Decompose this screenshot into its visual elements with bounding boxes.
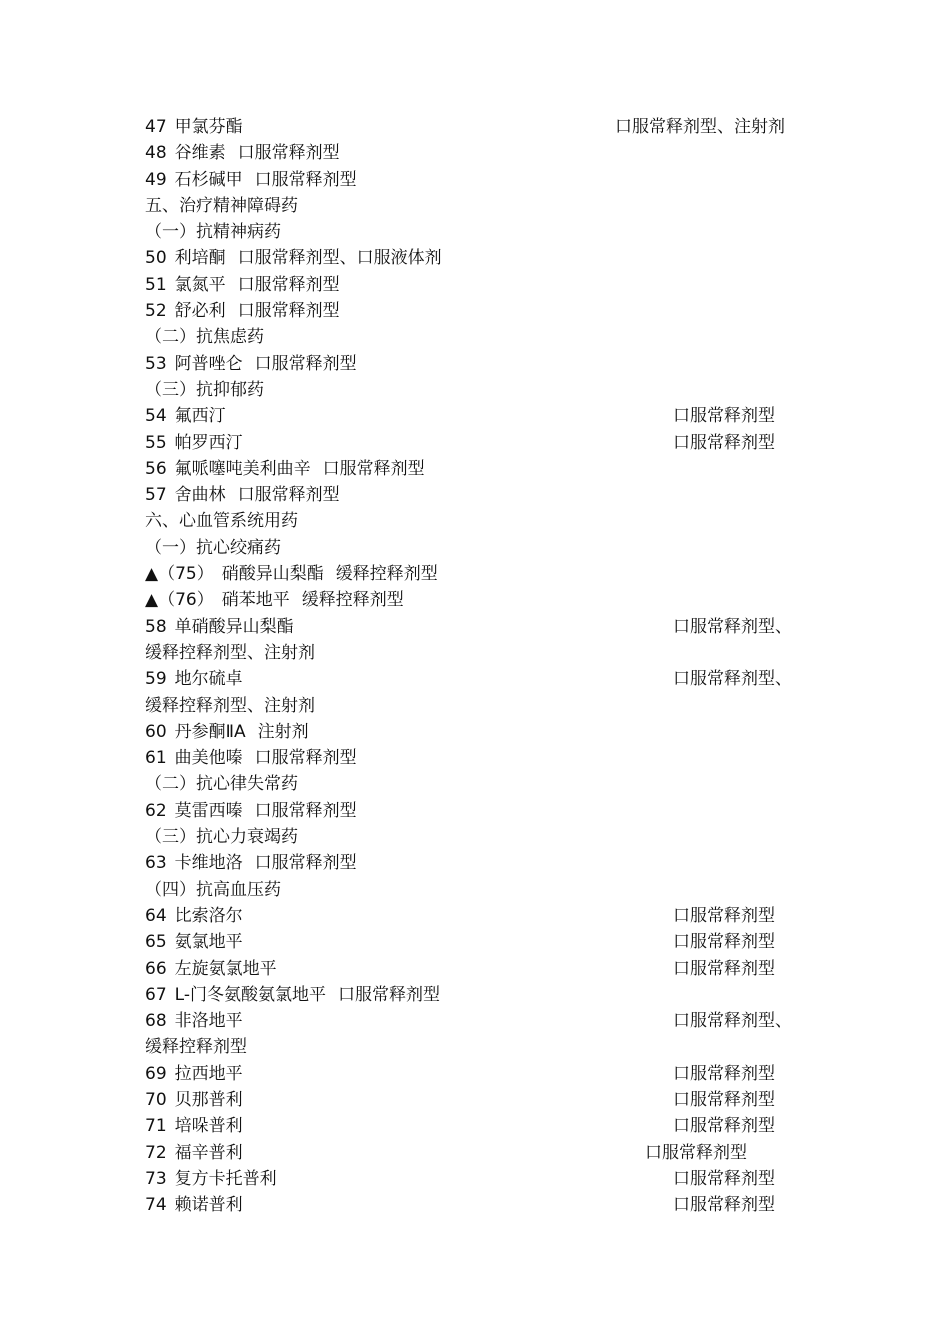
- drug-name: 左旋氨氯地平: [174, 958, 277, 979]
- drug-name: 复方卡托普利: [174, 1168, 277, 1189]
- section-heading: [145, 377, 815, 403]
- drug-entry: [145, 903, 815, 929]
- drug-number: 47: [145, 117, 167, 137]
- section-heading: [145, 508, 815, 534]
- drug-entry: [145, 745, 815, 771]
- dosage-form-right: 口服常释剂型: [673, 1168, 775, 1189]
- drug-number: 58: [145, 616, 167, 637]
- drug-number: ▲（75）: [145, 564, 214, 585]
- dosage-form: 口服常释剂型: [254, 853, 357, 874]
- dosage-form: 口服常释剂型: [254, 800, 357, 821]
- drug-number: 61: [145, 748, 167, 769]
- drug-entry: [145, 272, 815, 298]
- dosage-form-right: 口服常释剂型: [673, 1195, 775, 1216]
- dosage-form-right: 口服常释剂型: [645, 1142, 747, 1163]
- drug-name: 石杉碱甲: [174, 169, 243, 190]
- dosage-form-right: 口服常释剂型: [673, 406, 775, 427]
- dosage-form-right: 口服常释剂型: [673, 958, 775, 979]
- drug-entry: [145, 1140, 815, 1166]
- drug-entry: [145, 140, 815, 166]
- section-heading: [145, 1034, 815, 1060]
- drug-entry: [145, 666, 815, 692]
- drug-number: 74: [145, 1195, 167, 1216]
- drug-name: 地尔硫卓: [174, 669, 243, 690]
- heading-text: 五、治疗精神障碍药: [145, 195, 298, 216]
- section-heading: [145, 771, 815, 797]
- drug-number: 62: [145, 800, 167, 821]
- drug-entry: [145, 956, 815, 982]
- drug-entry: [145, 719, 815, 745]
- dosage-form-right: 口服常释剂型、: [673, 616, 792, 637]
- dosage-form: 缓释控释剂型: [335, 564, 438, 585]
- drug-entry: [145, 482, 815, 508]
- drug-name: 赖诺普利: [174, 1195, 243, 1216]
- dosage-form: 注射剂: [257, 721, 309, 742]
- heading-text: （一）抗心绞痛药: [145, 537, 281, 558]
- drug-entry: [145, 298, 815, 324]
- section-heading: [145, 693, 815, 719]
- drug-name: 比索洛尔: [174, 905, 243, 926]
- dosage-form: 口服常释剂型: [254, 169, 357, 190]
- dosage-form-right: 口服常释剂型: [673, 905, 775, 926]
- drug-number: 68: [145, 1011, 167, 1032]
- dosage-form-right: 口服常释剂型: [673, 1116, 775, 1137]
- heading-text: （一）抗精神病药: [145, 222, 281, 243]
- drug-entry: [145, 587, 815, 613]
- dosage-form-right: 口服常释剂型、注射剂: [615, 117, 785, 137]
- drug-name: 培哚普利: [174, 1116, 243, 1137]
- drug-name: 谷维素: [174, 143, 226, 164]
- section-heading: [145, 324, 815, 350]
- drug-name: 舍曲林: [174, 485, 226, 506]
- drug-name: 贝那普利: [174, 1089, 243, 1110]
- drug-entry: [145, 982, 815, 1008]
- heading-text: 六、心血管系统用药: [145, 511, 298, 532]
- drug-entry: [145, 1192, 815, 1218]
- drug-name: 拉西地平: [174, 1063, 243, 1084]
- drug-entry: [145, 1061, 815, 1087]
- heading-text: （三）抗抑郁药: [145, 379, 264, 400]
- drug-number: 64: [145, 905, 167, 926]
- drug-entry: [145, 114, 815, 140]
- dosage-form: 口服常释剂型、口服液体剂: [237, 248, 442, 269]
- drug-number: 50: [145, 248, 167, 269]
- drug-number: 63: [145, 853, 167, 874]
- drug-name: 曲美他嗪: [174, 748, 243, 769]
- drug-entry: [145, 245, 815, 271]
- drug-name: 阿普唑仑: [174, 353, 243, 374]
- drug-name: 氯氮平: [174, 274, 226, 295]
- drug-number: 55: [145, 432, 167, 453]
- dosage-form-right: 口服常释剂型、: [673, 1011, 792, 1032]
- dosage-form: 口服常释剂型: [254, 748, 357, 769]
- drug-number: 52: [145, 301, 167, 322]
- drug-name: 单硝酸异山梨酯: [174, 616, 294, 637]
- drug-entry: [145, 456, 815, 482]
- drug-name: 莫雷西嗪: [174, 800, 243, 821]
- dosage-form: 口服常释剂型: [237, 274, 340, 295]
- drug-number: 67: [145, 984, 167, 1005]
- section-heading: [145, 193, 815, 219]
- drug-name: 帕罗西汀: [174, 432, 243, 453]
- drug-name: 福辛普利: [174, 1142, 243, 1163]
- heading-text: 缓释控释剂型: [145, 1037, 247, 1058]
- drug-name: 氨氯地平: [174, 932, 243, 953]
- drug-entry: [145, 1008, 815, 1034]
- dosage-form-right: 口服常释剂型: [673, 1063, 775, 1084]
- drug-entry: [145, 561, 815, 587]
- drug-name: 舒必利: [174, 301, 226, 322]
- section-heading: [145, 877, 815, 903]
- drug-number: 48: [145, 143, 167, 164]
- drug-number: 49: [145, 169, 167, 190]
- drug-entry: [145, 1166, 815, 1192]
- drug-number: 54: [145, 406, 167, 427]
- drug-number: 73: [145, 1168, 167, 1189]
- section-heading: [145, 219, 815, 245]
- document-body: [145, 114, 815, 1218]
- drug-number: 59: [145, 669, 167, 690]
- dosage-form: 缓释控释剂型: [301, 590, 404, 611]
- drug-entry: [145, 1087, 815, 1113]
- section-heading: [145, 535, 815, 561]
- drug-entry: [145, 798, 815, 824]
- drug-number: 69: [145, 1063, 167, 1084]
- drug-number: 53: [145, 353, 167, 374]
- dosage-form: 口服常释剂型: [237, 301, 340, 322]
- drug-name: 氟西汀: [174, 406, 226, 427]
- drug-number: 66: [145, 958, 167, 979]
- drug-name: 甲氯芬酯: [174, 117, 243, 137]
- dosage-form: 口服常释剂型: [337, 984, 440, 1005]
- heading-text: 缓释控释剂型、注射剂: [145, 695, 315, 716]
- drug-name: 卡维地洛: [174, 853, 243, 874]
- heading-text: （二）抗焦虑药: [145, 327, 264, 348]
- dosage-form: 口服常释剂型: [237, 485, 340, 506]
- drug-entry: [145, 167, 815, 193]
- heading-text: （二）抗心律失常药: [145, 774, 298, 795]
- section-heading: [145, 824, 815, 850]
- drug-number: 65: [145, 932, 167, 953]
- drug-number: 57: [145, 485, 167, 506]
- drug-entry: [145, 430, 815, 456]
- drug-entry: [145, 929, 815, 955]
- drug-number: 72: [145, 1142, 167, 1163]
- drug-number: 56: [145, 458, 167, 479]
- dosage-form-right: 口服常释剂型、: [673, 669, 792, 690]
- dosage-form: 口服常释剂型: [322, 458, 425, 479]
- section-heading: [145, 640, 815, 666]
- heading-text: （三）抗心力衰竭药: [145, 827, 298, 848]
- drug-entry: [145, 614, 815, 640]
- drug-number: 70: [145, 1089, 167, 1110]
- drug-name: 硝酸异山梨酯: [221, 564, 324, 585]
- drug-name: 氟哌噻吨美利曲辛: [174, 458, 311, 479]
- dosage-form-right: 口服常释剂型: [673, 1089, 775, 1110]
- heading-text: （四）抗高血压药: [145, 879, 281, 900]
- drug-entry: [145, 1113, 815, 1139]
- drug-number: ▲（76）: [145, 590, 214, 611]
- dosage-form-right: 口服常释剂型: [673, 932, 775, 953]
- drug-entry: [145, 403, 815, 429]
- dosage-form: 口服常释剂型: [254, 353, 357, 374]
- drug-entry: [145, 850, 815, 876]
- drug-entry: [145, 351, 815, 377]
- drug-name: 非洛地平: [174, 1011, 243, 1032]
- drug-name: 硝苯地平: [221, 590, 290, 611]
- drug-name: L-门冬氨酸氨氯地平: [174, 984, 326, 1005]
- drug-name: 利培酮: [174, 248, 226, 269]
- drug-number: 71: [145, 1116, 167, 1137]
- drug-number: 60: [145, 721, 167, 742]
- dosage-form-right: 口服常释剂型: [673, 432, 775, 453]
- dosage-form: 口服常释剂型: [237, 143, 340, 164]
- heading-text: 缓释控释剂型、注射剂: [145, 642, 315, 663]
- drug-name: 丹参酮ⅡA: [174, 721, 246, 742]
- drug-number: 51: [145, 274, 167, 295]
